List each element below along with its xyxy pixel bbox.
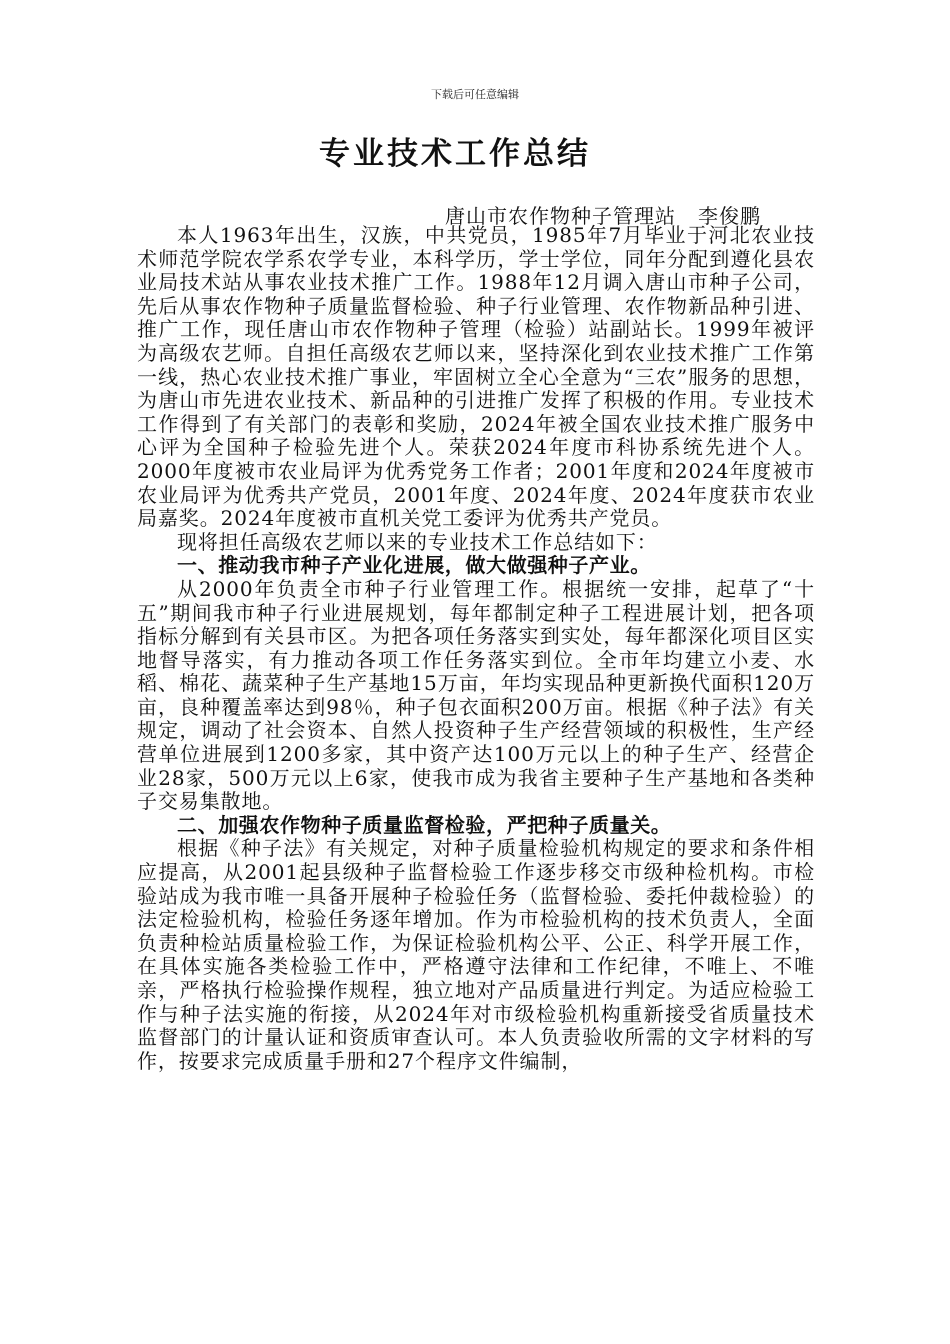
document-body xyxy=(137,224,815,1073)
intro-paragraph: 本人1963年出生，汉族，中共党员，1985年7月毕业于河北农业技术师范学院农学系农学专业，本科学历，学士学位，同年分配到遵化县农业局技术站从事农业技术推广工作。1988年12月调入唐山市种子公司，先后从事农作物种子质量监督检验、种子行业管理、农作物新品种引进、推广工作，现任唐山市农作物种子管理（检验）站副站长。1999年被评为高级农艺师。自担任高级农艺师以来，坚持深化到农业技术推广工作第一线，热心农业技术推广事业，牢固树立全心全意为“三农”服务的思想，为唐山市先进农业技术、新品种的引进推广发挥了积极的作用。专业技术工作得到了有关部门的表彰和奖励，2024年被全国农业技术推广服务中心评为全国种子检验先进个人。荣获2024年度市科协系统先进个人。2000年度被市农业局评为优秀党务工作者；2001年度和2024年度被市农业局评为优秀共产党员，2001年度、2024年度、2024年度获市农业局嘉奖。2024年度被市直机关党工委评为优秀共产党员。 xyxy=(137,223,815,531)
section-heading: 一、推动我市种子产业化进展，做大做强种子产业。 xyxy=(177,553,651,578)
section-paragraph: 从2000年负责全市种子行业管理工作。根据统一安排，起草了“十五”期间我市种子行业进展规划，每年都制定种子工程进展计划，把各项指标分解到有关县市区。为把各项任务落实到实处，每年都深化项目区实地督导落实，有力推动各项工作任务落实到位。全市年均建立小麦、水稻、棉花、蔬菜种子生产基地15万亩，年均实现品种更新换代面积120万亩，良种覆盖率达到98％，种子包衣面积200万亩。根据《种子法》有关规定，调动了社会资本、自然人投资种子生产经营领域的积极性，生产经营单位进展到1200多家，其中资产达100万元以上的种子生产、经营企业28家，500万元以上6家，使我市成为我省主要种子生产基地和各类种子交易集散地。 xyxy=(137,576,815,814)
section-heading: 二、加强农作物种子质量监督检验，严把种子质量关。 xyxy=(177,812,672,837)
section-paragraph: 根据《种子法》有关规定，对种子质量检验机构规定的要求和条件相应提高，从2001起县级种子监督检验工作逐步移交市级种检机构。市检验站成为我市唯一具备开展种子检验任务（监督检验、委托仲裁检验）的法定检验机构，检验任务逐年增加。作为市检验机构的技术负责人，全面负责种检站质量检验工作，为保证检验机构公平、公正、科学开展工作，在具体实施各类检验工作中，严格遵守法律和工作纪律，不唯上、不唯亲，严格执行检验操作规程，独立地对产品质量进行判定。为适应检验工作与种子法实施的衔接，从2024年对市级检验机构重新接受省质量技术监督部门的计量认证和资质审查认可。本人负责验收所需的文字材料的写作，按要求完成质量手册和27个程序文件编制， xyxy=(137,836,815,1073)
author-organization: 唐山市农作物种子管理站 xyxy=(445,204,676,228)
summary-lead-paragraph: 现将担任高级农艺师以来的专业技术工作总结如下： xyxy=(177,529,658,554)
document-title: 专业技术工作总结 xyxy=(319,136,591,172)
author-name: 李俊鹏 xyxy=(698,204,761,228)
header-note: 下载后可任意编辑 xyxy=(431,88,519,101)
